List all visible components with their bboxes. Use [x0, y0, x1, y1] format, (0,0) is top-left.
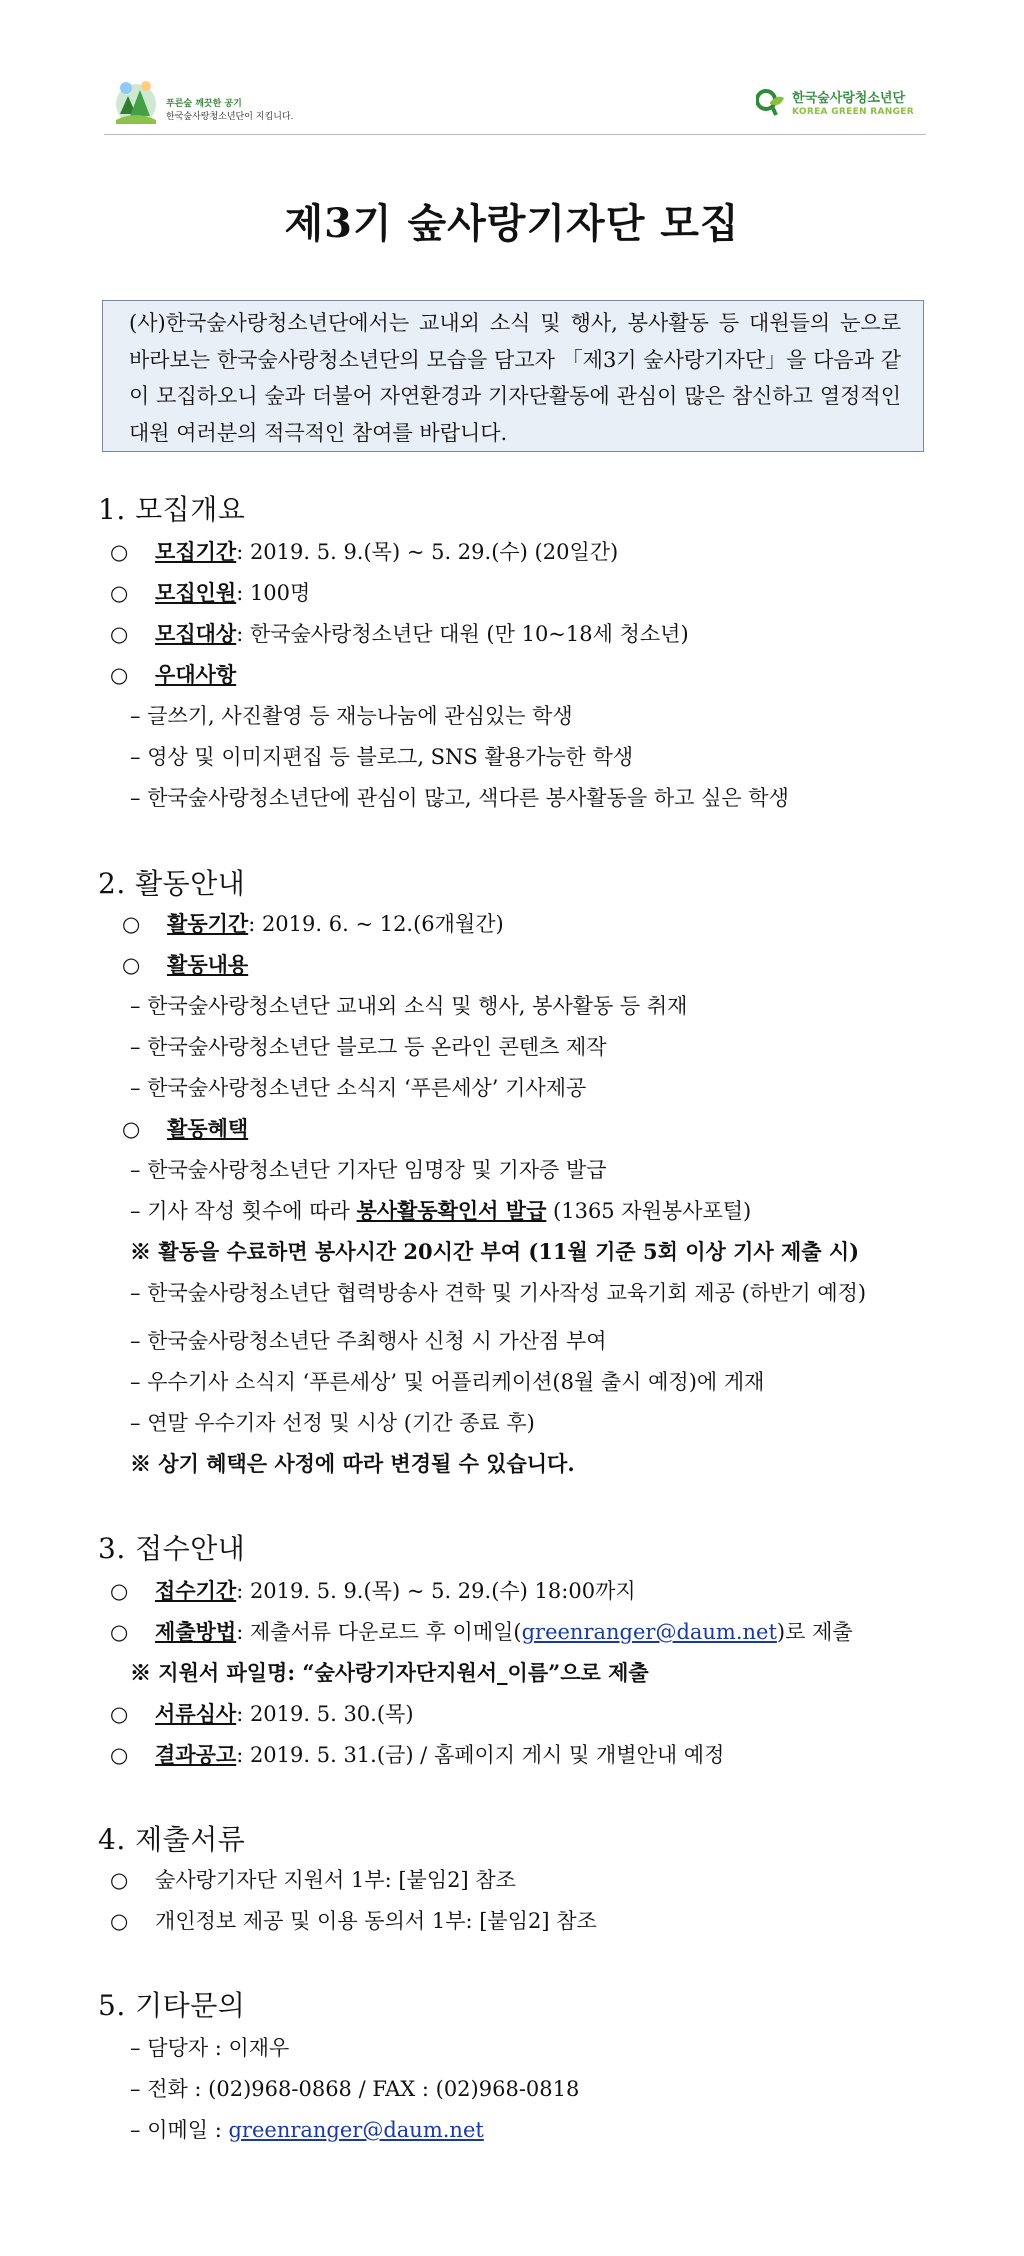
dash-bullet: – [130, 994, 141, 1018]
circle-bullet: ○ [110, 1868, 129, 1892]
preference-item: 글쓰기, 사진촬영 등 재능나눔에 관심있는 학생 [147, 704, 573, 728]
recruit-target-value: : 한국숲사랑청소년단 대원 (만 10~18세 청소년) [236, 622, 689, 646]
benefit-item-emphasis: 봉사활동확인서 발급 [356, 1198, 547, 1223]
dash-bullet: – [130, 1370, 141, 1394]
brand-logo [756, 88, 914, 120]
brand-name-en: KOREA GREEN RANGER [792, 106, 914, 117]
forest-logo-icon [114, 74, 158, 126]
circle-bullet: ○ [110, 1909, 129, 1933]
list-item [130, 1327, 607, 1355]
circle-bullet: ○ [122, 912, 141, 936]
dash-bullet: – [130, 1158, 141, 1182]
list-item [130, 2075, 579, 2103]
benefit-item: 한국숲사랑청소년단 주최행사 신청 시 가산점 부여 [147, 1329, 607, 1353]
preference-label: 우대사항 [155, 662, 237, 687]
dash-bullet: – [130, 2118, 141, 2142]
benefit-item: 연말 우수기자 선정 및 시상 (기간 종료 후) [147, 1411, 535, 1435]
dash-bullet: – [130, 786, 141, 810]
submission-method-post: )로 제출 [776, 1620, 853, 1644]
circle-bullet: ○ [110, 1579, 129, 1603]
content-item: 한국숲사랑청소년단 블로그 등 온라인 콘텐츠 제작 [147, 1035, 607, 1059]
activity-content-label: 활동내용 [167, 952, 249, 977]
benefit-item: 우수기사 소식지 ‘푸른세상’ 및 어플리케이션(8월 출시 예정)에 게재 [147, 1370, 765, 1394]
result-announcement-label: 결과공고 [155, 1742, 237, 1767]
preference-row [110, 661, 236, 689]
activity-period-label: 활동기간 [167, 911, 249, 936]
brand-mark-icon [756, 88, 786, 120]
dash-bullet: – [130, 745, 141, 769]
benefit-item-pre: 기사 작성 횟수에 따라 [147, 1199, 357, 1223]
circle-bullet: ○ [110, 1743, 129, 1767]
dash-bullet: – [130, 1329, 141, 1353]
document-item: 숲사랑기자단 지원서 1부: [붙임2] 참조 [155, 1868, 516, 1892]
dash-bullet: – [130, 1281, 141, 1305]
slogan-line-1: 푸른숲 깨끗한 공기 [166, 99, 242, 109]
letterhead [104, 74, 926, 135]
dash-bullet: – [130, 1411, 141, 1435]
brand-name-kr: 한국숲사랑청소년단 [792, 90, 906, 106]
list-item [130, 1033, 607, 1061]
result-announcement-row [110, 1741, 724, 1769]
recruit-period-value: : 2019. 5. 9.(목) ~ 5. 29.(수) (20일간) [236, 540, 619, 564]
benefit-change-note: ※ 상기 혜택은 사정에 따라 변경될 수 있습니다. [130, 1451, 575, 1476]
circle-bullet: ○ [110, 1702, 129, 1726]
intro-box: (사)한국숲사랑청소년단에서는 교내외 소식 및 행사, 봉사활동 등 대원들의 눈으로 바라보는 한국숲사랑청소년단의 모습을 담고자 「제3기 숲사랑기자단」을 다음과 같이 모집하오니 숲과 더불어 자연환경과 기자단활동에 관심이 많은 참신하고 열정적인 대원 여러분의 적극적인 참여를 바랍니다. [102, 300, 924, 452]
circle-bullet: ○ [110, 663, 129, 687]
contact-person: 담당자 : 이재우 [147, 2036, 290, 2060]
circle-bullet: ○ [110, 1620, 129, 1644]
recruit-count-value: : 100명 [236, 581, 311, 605]
recruit-target-row [110, 620, 689, 648]
activity-benefit-row [122, 1115, 248, 1143]
slogan-line-2: 한국숲사랑청소년단이 지킵니다. [166, 112, 294, 122]
volunteer-hours-note: ※ 활동을 수료하면 봉사시간 20시간 부여 (11월 기준 5회 이상 기사 제출 시) [130, 1239, 860, 1264]
dash-bullet: – [130, 1076, 141, 1100]
circle-bullet: ○ [122, 1117, 141, 1141]
list-item [130, 1156, 607, 1184]
activity-period-value: : 2019. 6. ~ 12.(6개월간) [248, 912, 504, 936]
list-item [130, 2034, 289, 2062]
dash-bullet: – [130, 704, 141, 728]
benefit-item-post: (1365 자원봉사포털) [546, 1199, 752, 1223]
circle-bullet: ○ [110, 540, 129, 564]
list-item [130, 1368, 764, 1396]
document-item: 개인정보 제공 및 이용 동의서 1부: [붙임2] 참조 [155, 1909, 597, 1933]
activity-period-row [122, 910, 504, 938]
section-4-heading: 4. 제출서류 [98, 1823, 246, 1856]
section-2-heading: 2. 활동안내 [98, 867, 246, 900]
dash-bullet: – [130, 2077, 141, 2101]
list-item [130, 1279, 866, 1307]
benefit-item: 한국숲사랑청소년단 협력방송사 견학 및 기사작성 교육기회 제공 (하반기 예정) [147, 1281, 867, 1305]
list-item [130, 743, 633, 771]
section-5-heading: 5. 기타문의 [98, 1989, 246, 2022]
recruit-count-row [110, 579, 310, 607]
recruit-period-label: 모집기간 [155, 539, 237, 564]
circle-bullet: ○ [110, 622, 129, 646]
dash-bullet: – [130, 1199, 141, 1223]
section-3-heading: 3. 접수안내 [98, 1532, 246, 1565]
benefit-item: 한국숲사랑청소년단 기자단 임명장 및 기자증 발급 [147, 1158, 607, 1182]
circle-bullet: ○ [122, 953, 141, 977]
activity-content-row [122, 951, 248, 979]
submission-method-row [110, 1618, 853, 1646]
recruit-period-row [110, 538, 618, 566]
list-item [130, 784, 789, 812]
recruit-target-label: 모집대상 [155, 621, 237, 646]
application-period-row [110, 1577, 636, 1605]
brand-name [792, 91, 914, 118]
list-item [130, 992, 687, 1020]
dash-bullet: – [130, 1035, 141, 1059]
list-item [130, 1409, 535, 1437]
document-item-row [110, 1907, 597, 1935]
document-item-row [110, 1866, 516, 1894]
document-review-value: : 2019. 5. 30.(목) [236, 1702, 414, 1726]
filename-note: ※ 지원서 파일명: “숲사랑기자단지원서_이름”으로 제출 [130, 1660, 649, 1685]
contact-email-link[interactable]: greenranger@daum.net [228, 2118, 484, 2142]
page-title: 제3기 숲사랑기자단 모집 [284, 200, 740, 247]
activity-benefit-label: 활동혜택 [167, 1116, 249, 1141]
email-label: 이메일 : [147, 2118, 229, 2142]
submission-method-label: 제출방법 [155, 1619, 237, 1644]
list-item [130, 1197, 751, 1225]
application-period-value: : 2019. 5. 9.(목) ~ 5. 29.(수) 18:00까지 [236, 1579, 636, 1603]
document-review-label: 서류심사 [155, 1701, 237, 1726]
slogan [166, 98, 293, 124]
document-review-row [110, 1700, 414, 1728]
result-announcement-value: : 2019. 5. 31.(금) / 홈페이지 게시 및 개별안내 예정 [236, 1743, 725, 1767]
recruit-count-label: 모집인원 [155, 580, 237, 605]
content-item: 한국숲사랑청소년단 교내외 소식 및 행사, 봉사활동 등 취재 [147, 994, 688, 1018]
phone-fax: 전화 : (02)968-0868 / FAX : (02)968-0818 [147, 2077, 580, 2101]
list-item [130, 2116, 484, 2144]
preference-item: 영상 및 이미지편집 등 블로그, SNS 활용가능한 학생 [147, 745, 634, 769]
content-item: 한국숲사랑청소년단 소식지 ‘푸른세상’ 기사제공 [147, 1076, 587, 1100]
application-period-label: 접수기간 [155, 1578, 237, 1603]
preference-item: 한국숲사랑청소년단에 관심이 많고, 색다른 봉사활동을 하고 싶은 학생 [147, 786, 789, 810]
section-1-heading: 1. 모집개요 [98, 493, 246, 526]
list-item [130, 702, 573, 730]
list-item [130, 1074, 586, 1102]
dash-bullet: – [130, 2036, 141, 2060]
email-link[interactable]: greenranger@daum.net [521, 1620, 777, 1644]
submission-method-pre: : 제출서류 다운로드 후 이메일( [236, 1620, 522, 1644]
circle-bullet: ○ [110, 581, 129, 605]
